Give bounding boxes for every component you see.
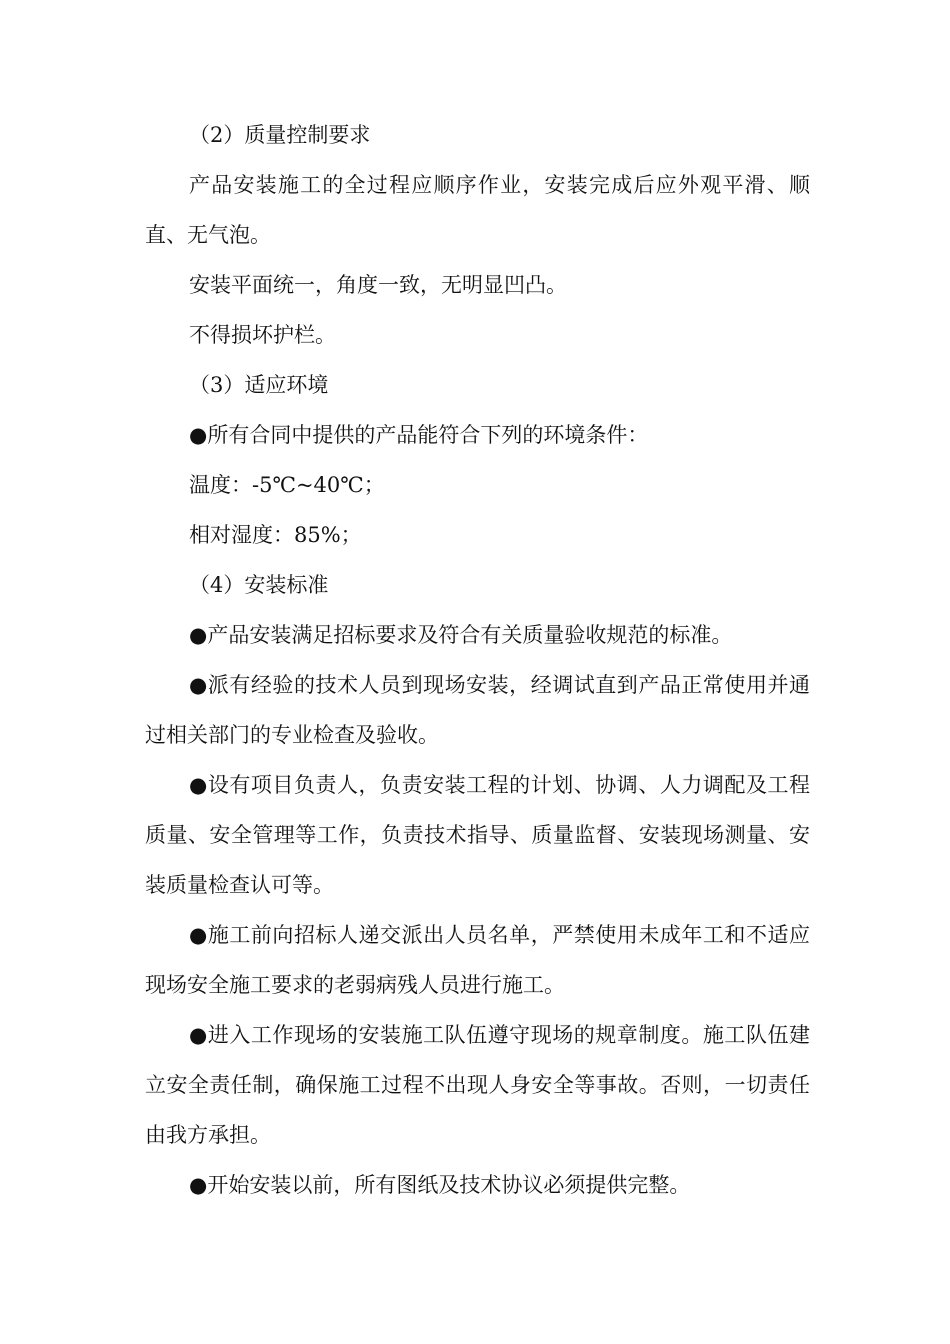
paragraph-installation-process: 产品安装施工的全过程应顺序作业，安装完成后应外观平滑、顺直、无气泡。 bbox=[145, 173, 810, 247]
bullet-drawings: ●开始安装以前，所有图纸及技术协议必须提供完整。 bbox=[189, 1173, 691, 1197]
paragraph-guardrail: 不得损坏护栏。 bbox=[189, 323, 336, 347]
document-body bbox=[145, 110, 810, 1210]
bullet-personnel-list: ●施工前向招标人递交派出人员名单，严禁使用未成年工和不适应现场安全施工要求的老弱病残人员进行施工。 bbox=[145, 923, 810, 997]
bullet-site-rules: ●进入工作现场的安装施工队伍遵守现场的规章制度。施工队伍建立安全责任制，确保施工过程不出现人身安全等事故。否则，一切责任由我方承担。 bbox=[145, 1023, 810, 1147]
heading-environment: （3）适应环境 bbox=[189, 373, 329, 397]
bullet-technicians: ●派有经验的技术人员到现场安装，经调试直到产品正常使用并通过相关部门的专业检查及验收。 bbox=[145, 673, 810, 747]
paragraph-temperature: 温度：-5℃~40℃； bbox=[189, 473, 385, 497]
paragraph-installation-plane: 安装平面统一，角度一致，无明显凹凸。 bbox=[189, 273, 567, 297]
bullet-project-manager: ●设有项目负责人，负责安装工程的计划、协调、人力调配及工程质量、安全管理等工作，负责技术指导、质量监督、安装现场测量、安装质量检查认可等。 bbox=[145, 773, 810, 897]
paragraph-humidity: 相对湿度：85%； bbox=[189, 523, 362, 547]
heading-quality-control: （2）质量控制要求 bbox=[189, 123, 371, 147]
bullet-standard-compliance: ●产品安装满足招标要求及符合有关质量验收规范的标准。 bbox=[189, 623, 733, 647]
heading-installation-standard: （4）安装标准 bbox=[189, 573, 329, 597]
bullet-environment-conditions: ●所有合同中提供的产品能符合下列的环境条件： bbox=[189, 423, 649, 447]
